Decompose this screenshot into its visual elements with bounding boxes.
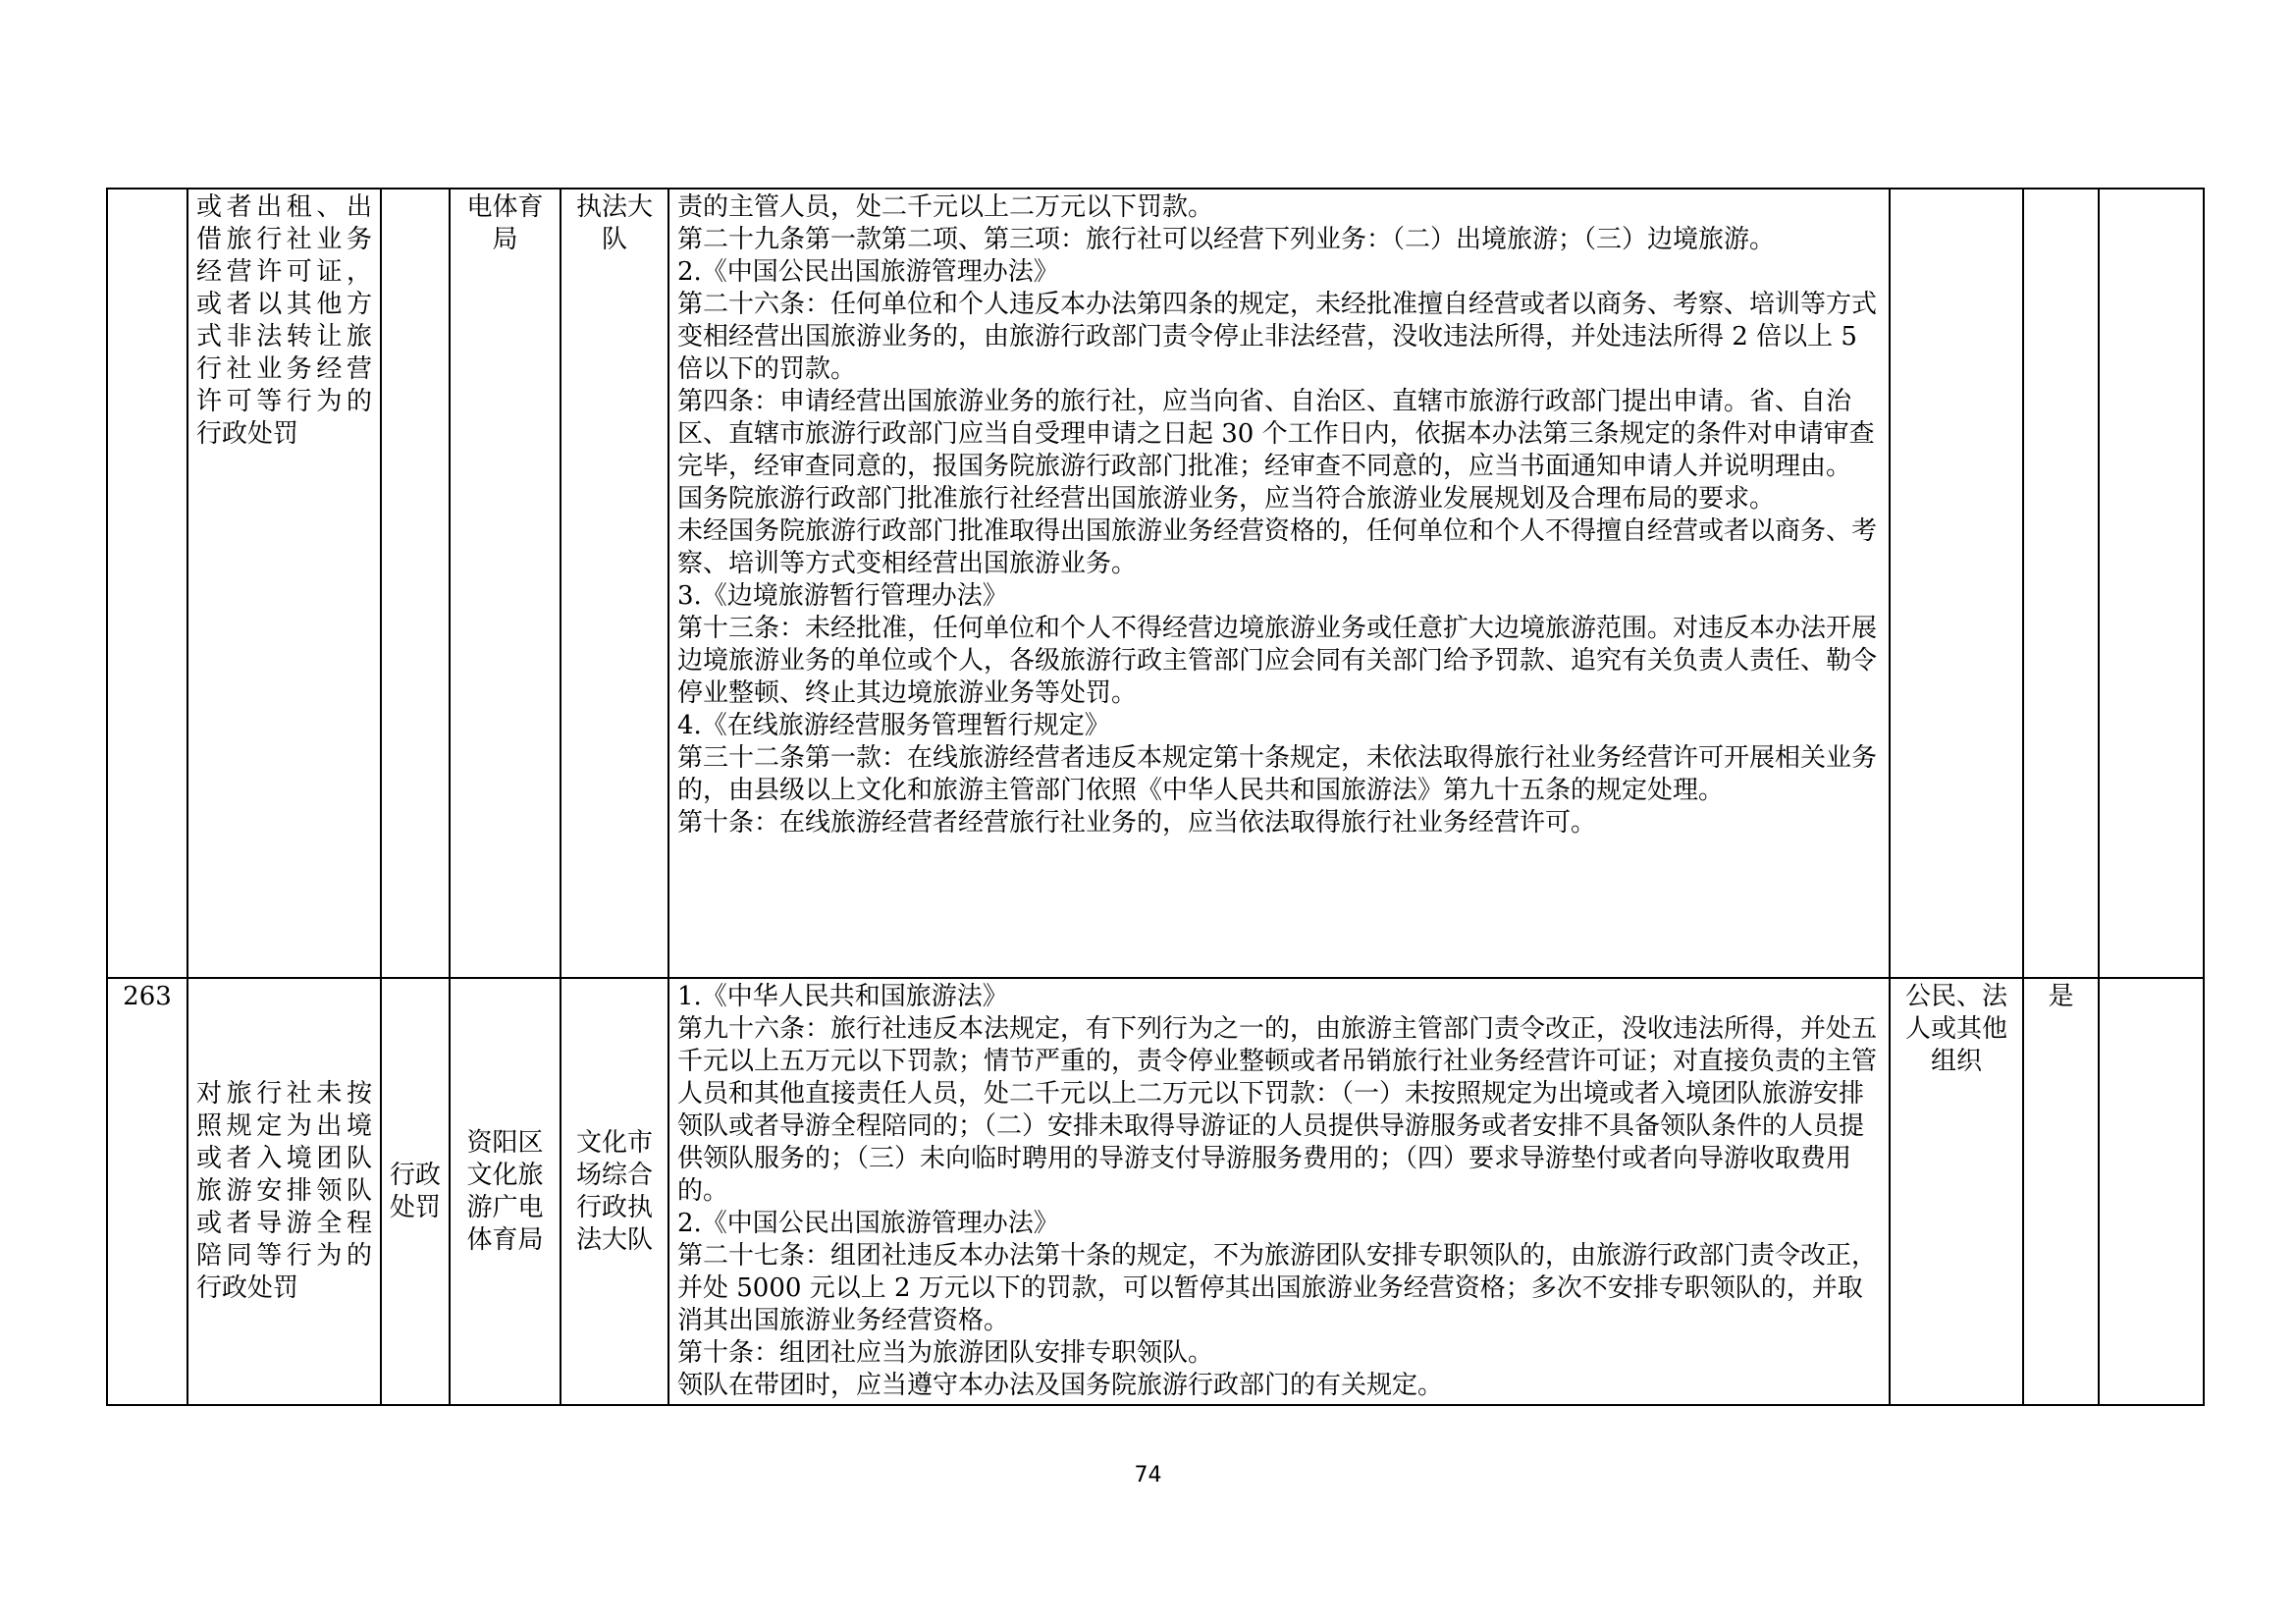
item-department: 执法大队 (561, 189, 668, 978)
basis-line: 第九十六条：旅行社违反本法规定，有下列行为之一的，由旅游主管部门责令改正，没收违法所得，并处五千元以上五万元以下罚款；情节严重的，责令停业整顿或者吊销旅行社业务经营许可证；对直接负责的主管人员和其他直接责任人员，处二千元以上二万元以下罚款：（一）未按照规定为出境或者入境团队旅游安排领队或者导游全程陪同的；（二）安排未取得导游证的人员提供导游服务或者安排不具备领队条件的人员提供领队服务的；（三）未向临时聘用的导游支付导游服务费用的；（四）要求导游垫付或者向导游收取费用的。 (677, 1014, 1878, 1206)
enforcement-table (106, 188, 2205, 1406)
item-flag (2023, 189, 2099, 978)
basis-line: 第二十九条第一款第二项、第三项：旅行社可以经营下列业务：（二）出境旅游；（三）边境旅游。 (677, 225, 1776, 254)
basis-line: 第三十二条第一款：在线旅游经营者违反本规定第十条规定，未依法取得旅行社业务经营许可开展相关业务的，由县级以上文化和旅游主管部门依照《中华人民共和国旅游法》第九十五条的规定处理。 (677, 743, 1878, 805)
item-department: 文化市场综合行政执法大队 (561, 978, 668, 1405)
item-subject (1890, 189, 2023, 978)
item-number: 263 (107, 978, 187, 1405)
item-name: 或者出租、出借旅行社业务经营许可证，或者以其他方式非法转让旅行社业务经营许可等行为的行政处罚 (187, 189, 381, 978)
basis-line: 第十条：组团社应当为旅游团队安排专职领队。 (677, 1338, 1214, 1368)
item-remark (2099, 978, 2204, 1405)
item-type (381, 189, 450, 978)
basis-line: 3.《边境旅游暂行管理办法》 (677, 581, 1008, 611)
basis-line: 第二十七条：组团社违反本办法第十条的规定，不为旅游团队安排专职领队的，由旅游行政部门责令改正，并处 5000 元以上 2 万元以下的罚款，可以暂停其出国旅游业务经营资格；多次不安排专职领队的，并取消其出国旅游业务经营资格。 (677, 1241, 1878, 1335)
item-authority: 电体育局 (450, 189, 561, 978)
basis-line: 1.《中华人民共和国旅游法》 (677, 982, 1008, 1011)
basis-line: 2.《中国公民出国旅游管理办法》 (677, 257, 1059, 287)
basis-line: 领队在带团时，应当遵守本办法及国务院旅游行政部门的有关规定。 (677, 1371, 1444, 1400)
basis-line: 2.《中国公民出国旅游管理办法》 (677, 1209, 1059, 1238)
item-legal-basis (668, 189, 1890, 978)
basis-line: 国务院旅游行政部门批准旅行社经营出国旅游业务，应当符合旅游业发展规划及合理布局的要求。 (677, 484, 1776, 514)
item-legal-basis (668, 978, 1890, 1405)
basis-line: 责的主管人员，处二千元以上二万元以下罚款。 (677, 192, 1214, 222)
table-row (107, 189, 2204, 978)
item-subject: 公民、法人或其他组织 (1890, 978, 2023, 1405)
item-name: 对旅行社未按照规定为出境或者入境团队旅游安排领队或者导游全程陪同等行为的行政处罚 (187, 978, 381, 1405)
basis-line: 第二十六条：任何单位和个人违反本办法第四条的规定，未经批准擅自经营或者以商务、考察、培训等方式变相经营出国旅游业务的，由旅游行政部门责令停止非法经营，没收违法所得，并处违法所得 2 倍以上 5 倍以下的罚款。 (677, 290, 1878, 384)
item-type: 行政处罚 (381, 978, 450, 1405)
basis-line: 第十条：在线旅游经营者经营旅行社业务的，应当依法取得旅行社业务经营许可。 (677, 808, 1597, 838)
page-number: 74 (1134, 1463, 1162, 1488)
basis-line: 未经国务院旅游行政部门批准取得出国旅游业务经营资格的，任何单位和个人不得擅自经营或者以商务、考察、培训等方式变相经营出国旅游业务。 (677, 516, 1878, 578)
basis-line: 4.《在线旅游经营服务管理暂行规定》 (677, 711, 1110, 740)
item-number (107, 189, 187, 978)
item-remark (2099, 189, 2204, 978)
item-flag: 是 (2023, 978, 2099, 1405)
basis-line: 第四条：申请经营出国旅游业务的旅行社，应当向省、自治区、直辖市旅游行政部门提出申请。省、自治区、直辖市旅游行政部门应当自受理申请之日起 30 个工作日内，依据本办法第三条规定的条件对申请审查完毕，经审查同意的，报国务院旅游行政部门批准；经审查不同意的，应当书面通知申请人并说明理由。 (677, 387, 1875, 481)
table-row (107, 978, 2204, 1405)
basis-line: 第十三条：未经批准，任何单位和个人不得经营边境旅游业务或任意扩大边境旅游范围。对违反本办法开展边境旅游业务的单位或个人，各级旅游行政主管部门应会同有关部门给予罚款、追究有关负责人责任、勒令停业整顿、终止其边境旅游业务等处罚。 (677, 614, 1878, 708)
item-authority: 资阳区文化旅游广电体育局 (450, 978, 561, 1405)
